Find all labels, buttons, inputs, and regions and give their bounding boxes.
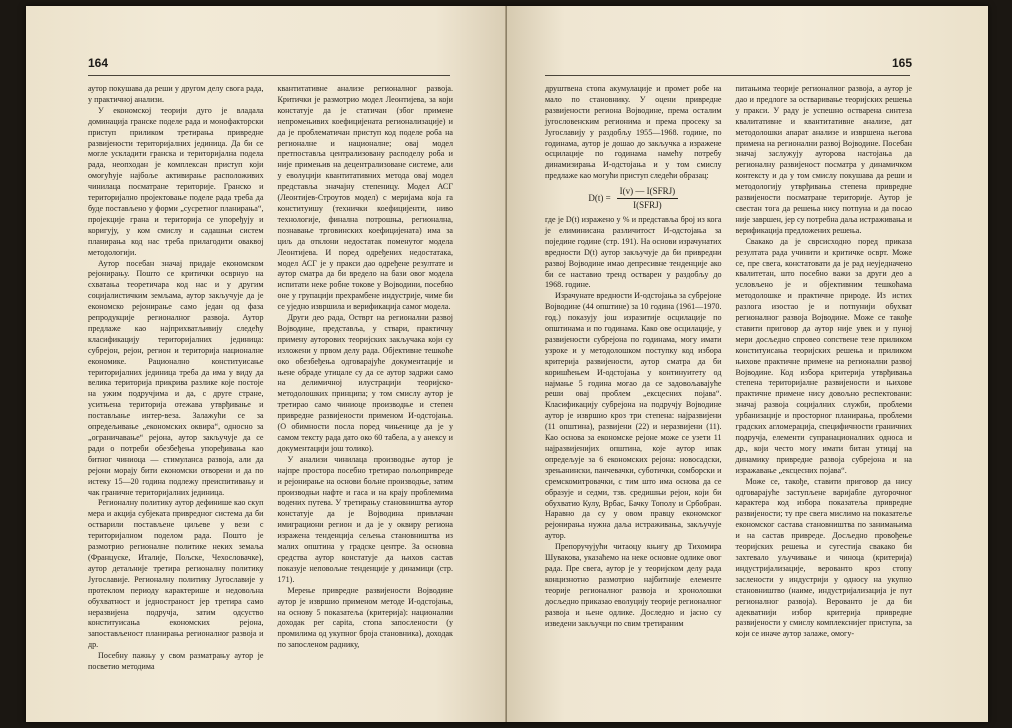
text-column-2	[736, 84, 913, 704]
paragraph: У анализи чинилаца производње аутор је најпре простора посебно третирао пољопривреде и рејонирање на основи бољне производње, затим производњи нафте и гаса и на крају проблемима водених путева. У третирању становништва аутор констатује да је Војводина привлачан имиграциони регион и да је у оквиру региона изражена тенденција сељења становништва из малих општина у градске центре. За основна средства аутор констатује да њихов састав показује неповољне тенденције у динамици (стр. 171).	[277, 454, 453, 584]
paragraph: У економској теорији дуго је владала доминација гранске поделе рада и монофакторски приступ приликом третирања привредне развијености територијалних јединица. Да би се могле ускладити гранска и територијална подела рада, неопходан је комплексан приступ који омогућује најбоље активирање расположивих чинилаца посматране територије. Гранско и територијално пројектовање поделе рада треба да буде постављено у форми „сусретног планирања“, пројекције грана и територија се упоређују и коригују, у ком смислу и садашњи систем планирања код нас треба прилагодити оваквој методологији.	[88, 105, 264, 257]
paragraph: Може се, такође, ставити приговор да нису одговарајуће заступљене варијабле дугорочног карактера код избора показатеља привредне развијености; ту пре свега мислимо на показатеље економског састава становништва по занимањима и на састав привреде. Досљедно провођење теоријских решења и сугестија свакако би захтевало уључивање и чиноца (критерија) индустријализације, верованто кроз стопу заслености у индустрији у односу на укупно становништво (наиме, индустријализација је пут регионалног развоја). Верованто је да би адекватнији избор критерија привредне развијености у смислу комплекснијег приступа, за који се иначе аутор залаже, омогу-	[735, 476, 912, 639]
paragraph: Аутор посебан значај придаје економском рејонирању. Пошто се критички осврнуо на схватања теоретичара код нас и у другим социјалистичким земљама, аутор закључује да је економско рејонирање само један од фаза репродукције регионалног развоја. Аутор предлаже као најприхватљивију следећу класификацију територијалних јединица: субрејон, рејон, регион и територија националне економике. Рационално конституисање територијалних јединица треба да има у виду да велика територија прикрива разлике које постоје на ужим подручјима и да, с друге стране, уситњена територија отежава утврђивање и постављање интер-веза. Залажући се за опредељивање „економских оквира“, односно за „ограничавање“ рејона, аутор закључује да се ради о потреби обезбеђења упоређивања као битног чиниоца — стимуланса развоја, али да рејони морају бити економски отворени и да по истеку 15—20 година подлежу преиспитивању и чак граничне територијалних јединица.	[88, 258, 264, 497]
text-column-2	[278, 84, 454, 704]
paragraph: квантитативне анализе регионалног развоја. Критички је размотрио модел Леонтијева, за који констатује да је статичан (због примене непромењивих коефицијената регионализације) и да је проблематичан приступ код поделе роба на регионалне и националне; овај модел претпоставља централизовану расподелу роба и није примењив на децентрализоване системе, али у еволуцији квантитативних метода овај модел представља значајну степеницу. Модел АСГ (Леонтијев-Строутов модел) с меријама која га конституишу (технички коефицијенти, ниво технологије, финална потрошња, регионална, познавање трговинских коефицијената) има за циљ да отклони недостатак поменутог модела Леонтијева. И поред одређених недостатака, модел АСГ је у пракси дао одређене резултате и аутор сматра да би вредело на бази овог модела испитати неке робне токове у Војводини, посебно оне у групацији прехрамбене индустрије, чиме би се уједно извршила и верификација самог модела.	[277, 84, 453, 312]
paragraph: Препоручујући читаоцу књигу др Тихомира Шувакова, указаћемо на неке основне одлике овог рада. Пре свега, аутор је у теоријском делу рада концизнотно размотрио најбитније елементе теорије регионалног развоја и хронолошки досљедно приказао еволуцију теорије регионалног развоја и њене одлике. Доследно и јасно су изведени закључци по свим третираним	[545, 542, 722, 628]
paragraph: Посебну пажњу у свом разматрању аутор је посветио методима	[88, 651, 264, 672]
left-page	[26, 6, 507, 722]
text-column-1	[88, 84, 264, 704]
paragraph: Други део рада, Остврт на регионални развој Војводине, представља, у ствари, практичну примену ауторових теоријских закључака који су изложени у првом делу рада. Објективне тешкоће око обезбеђења одговарајуће документације и њене обраде утицале су да се аутор задржи само на делимичној илустрацији теоријско-методолошких принципа; у том смислу аутор је третирао само чиниоце производње и степен привредне развијености применом И-одстојања. (О обимности посла поред чињенице да је у самом тексту рада дато око 60 табела, а у анексу и документацији још толико).	[277, 313, 453, 453]
formula	[545, 186, 722, 211]
paragraph: питањима теорије регионалног развоја, а аутор је дао и предлоге за остваривање теоријских решења у пракси. У раду је успешно остварена синтеза квалитативне и квантитативне анализе, дат методолошки апарат анализе и извршена његова примена на регионални развој Војводине. Посебан значај заслужују ауторова настојања да регионалну развијеност посматра у динамичком контексту и да у том смислу покушава да реши и методологију утврђивања степена привредне развијености посматране територије. Аутор је свестан тога да решења нису потпуна и да посао није завршен, јер су потребна даља истраживања и верификација предложених решења.	[735, 84, 912, 235]
formula-fraction	[617, 186, 679, 211]
right-page	[507, 6, 988, 722]
formula-lhs: D(t) =	[588, 193, 611, 204]
header-rule	[545, 75, 910, 76]
paragraph: Израчунате вредности И-одстојања за субрејоне Војводине (44 општине) за 10 година (1961—1970. год.) показују још изразитије осцилације по општинама и по годинама. Како ове осцилације, у развијености субрејона по годинама, могу имати узроке и у методолошком поступку код избора критерија развијености, аутор сматра да би коришћењем И-одстојања у континуитету од најмање 5 година могао да се задовољавајуће реши овај проблем „ексцесних појава“. Класификацију субрејона на подручју Војводине аутор је извршио кроз три степена: најразвијени (11 општина), развијени (22) и неразвијени (11). Као основа за економске рејоне може се узети 11 најразвијенијих општина, које аутор ипак опредељује за 6 економских рејона: новосадски, зрењанински, панчевачки, суботички, сомборски и сремскомитровачки, с тим што има основа да се образује и седми, тзв. средишњи рејон, који би обухватио Кулу, Врбас, Бачку Тополу и Србобран. Наравно да су у овом правцу економског рејонирања нужна даља истраживања, закључује аутор.	[545, 291, 722, 541]
book-spread	[26, 6, 988, 722]
header-rule	[88, 75, 450, 76]
text-columns	[88, 84, 453, 704]
paragraph: Регионалну политику аутор дефинише као скуп мера и акција субјеката привредног система да би остварили постављене циљеве у вези с територијалном поделом рада. Пошто је размотрио регионалне политике неких земаља (Француске, Италије, Пољске, Чехословачке), аутор детаљније третира регионалну политику Југославије. Регионалну политику Југославије у протеклом периоду карактерише и недовољна обухватност и једностраност јер третира само неразвијена подручја, затим одсуство конституисања економских рејона, запостављеност планирања регионалног развоја и др.	[88, 498, 264, 650]
formula-numerator: I(v) — I(SFRJ)	[617, 186, 679, 199]
paragraph: Мерење привредне развијености Војводине аутор је извршио применом методе И-одстојања, на основу 5 показатеља (критерија): национални доходак per capita, стопа запослености (у промилима од укупног броја становника), доходак по запосленом раднику,	[277, 585, 453, 650]
paragraph: где је D(t) изражено у % и представља број из кога је елиминисана различитост И-одстојања за поједине године (стр. 191). На основи израчунатих вредности D(t) аутор закључује да би привредни развој Војводине имао депресивне тенденције ако би се наставио тренд остварен у раздобљу до 1968. године.	[545, 214, 722, 290]
paragraph: аутор покушава да реши у другом делу свога рада, у практичној анализи.	[88, 84, 264, 104]
text-column-1	[545, 84, 722, 704]
page-number-right: 165	[891, 56, 912, 70]
formula-denominator: I(SFRJ)	[633, 200, 662, 211]
text-columns	[545, 84, 912, 704]
page-number-left: 164	[88, 56, 109, 70]
paragraph: друштвена стопа акумулације и промет робе на мало по становнику. У оцени привредне развијености региона Војводине, према осталим југословенским регионима и према просеку за Југославију у раздобљу 1955—1968. године, по годинама, аутор је дошао до закључка а изражене осцилације по годинама намећу потребу динамизирања И-одстојања и у том смислу предлаже као могући приступ следећи образац:	[545, 84, 722, 181]
paragraph: Свакако да је сврсисходно поред приказа резултата рада учинити и критичке осврт. Може се, пре свега, констатовати да је рад неуједначено квалитетан, што посебно важи за други део а условљено је и објективним тешкоћама методолошке и практичне природе. Из истих разлога изостао је и потпунији обухват регионалног развоја Војводине. Може се такође ставити приговор да аутор није увек и у пуној мери досљедно спровео сопствене тезе приликом конституисања теоријских решења и приликом њихове практичне примене на регионални развој Војводине. Код избора критерија утврђивања степена територијалне развијености и њихове практичне примене нису довољно респектовани: значај развоја социјалних служби, проблеми урбанизације и просторног планирања, проблеми градских агломерација, специфичности граничних подручја, елементи супранационалних односа и др., који често могу имати битан утицај на динамику привредне развоја субрејона и на изражавање „ексцесних појава“.	[735, 236, 912, 475]
